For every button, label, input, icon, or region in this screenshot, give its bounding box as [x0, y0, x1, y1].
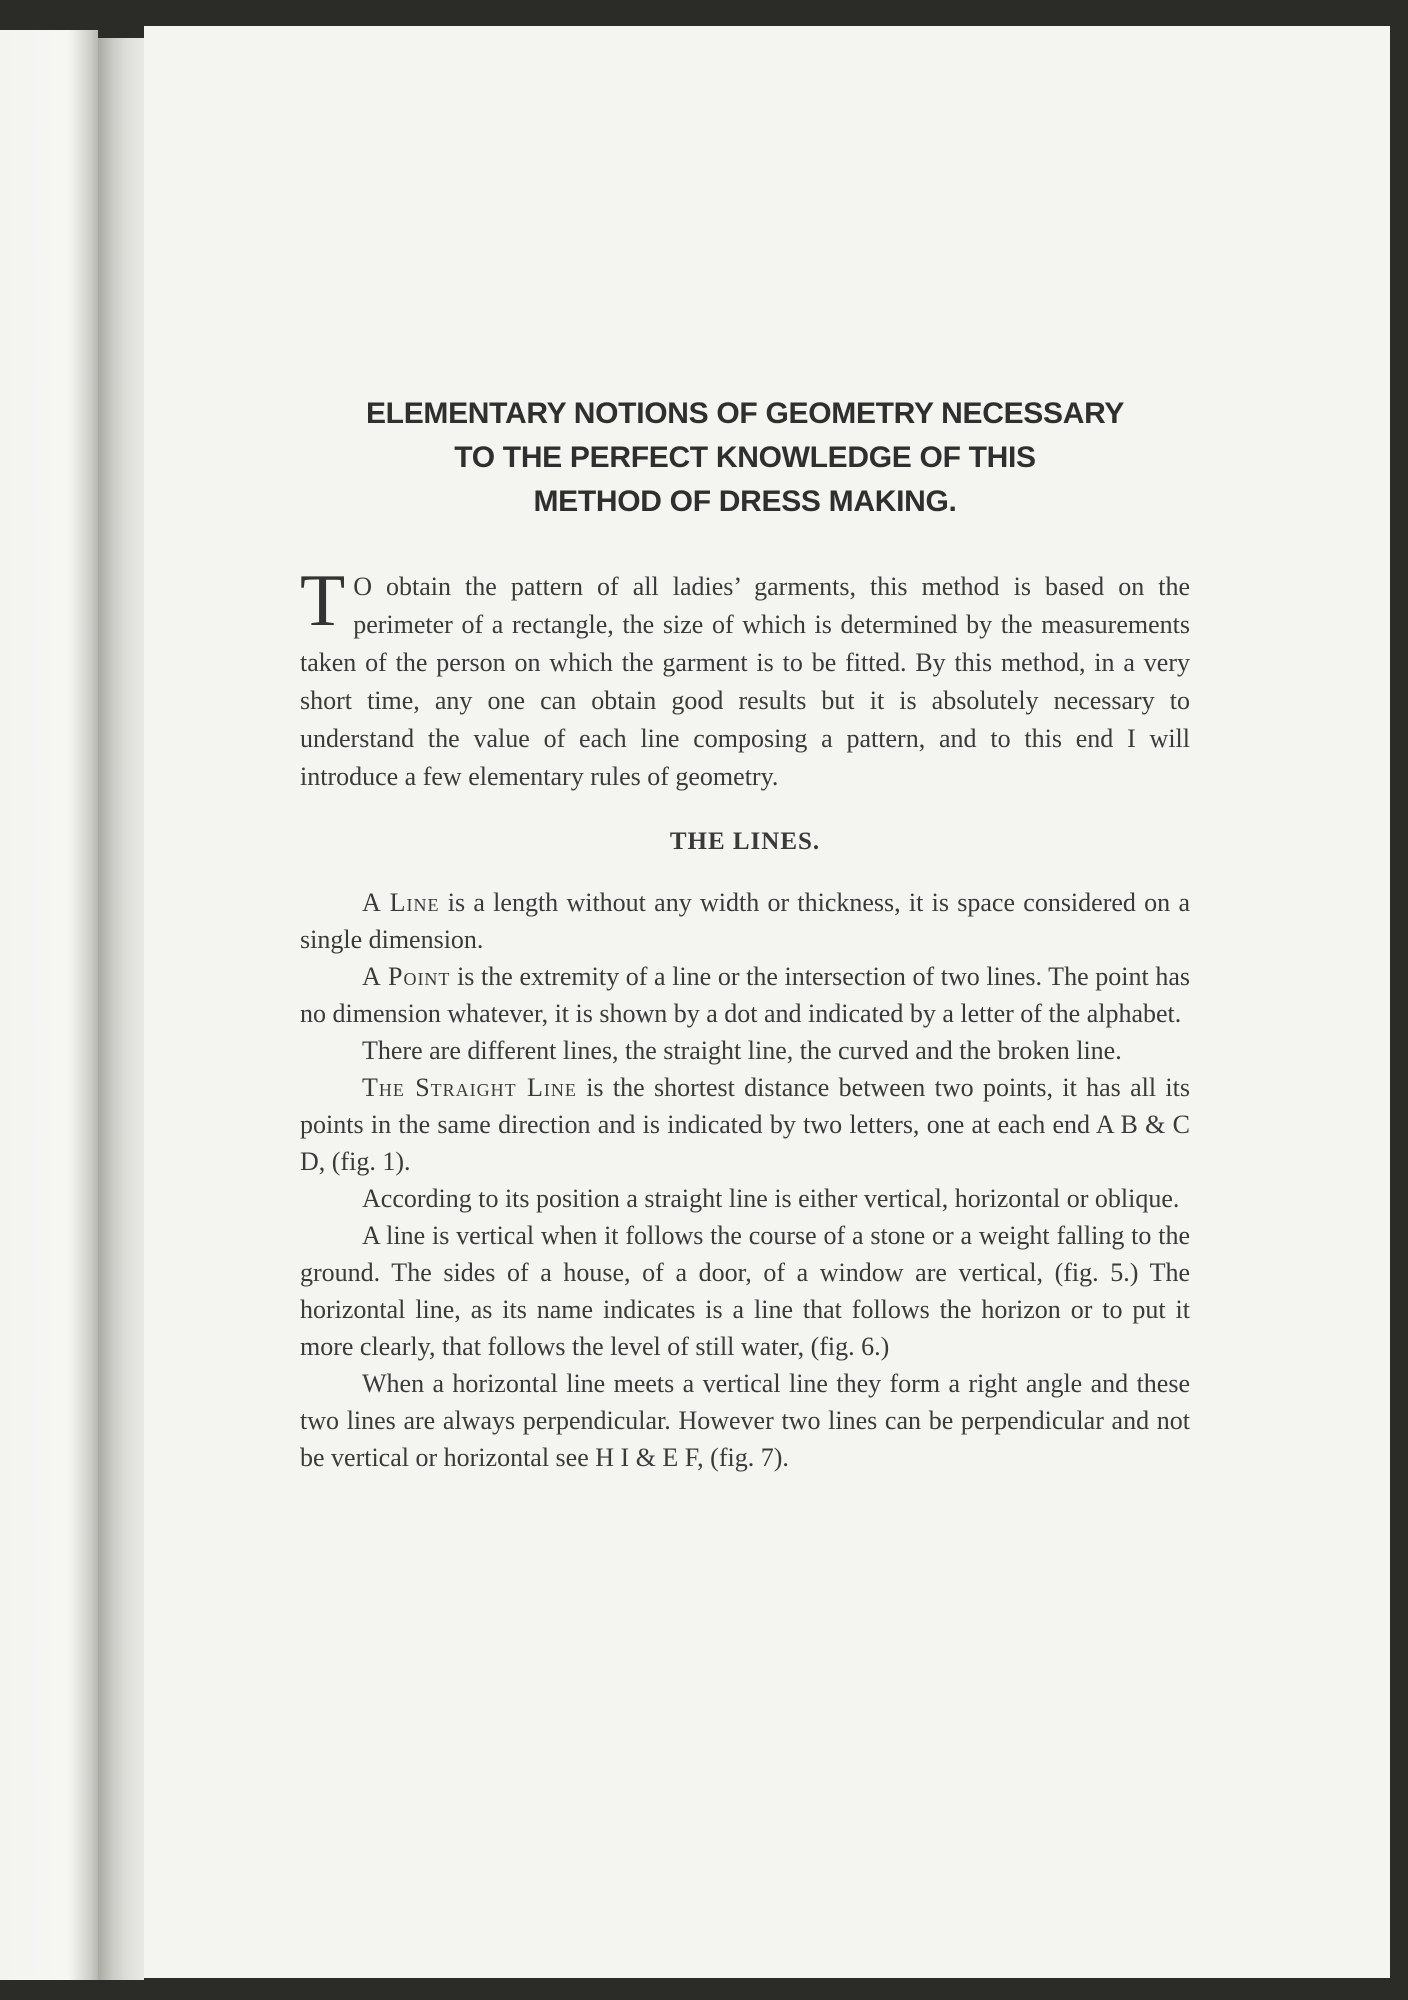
paragraph-text: There are different lines, the straight line, the curved and the broken line.	[362, 1036, 1122, 1065]
paragraph-text: is the shortest distance between two points, it has all its points in the same direction and is indicated by two letters, one at each end A B & C D, (fig. 1).	[300, 1073, 1190, 1176]
paragraph-straight-line	[300, 1069, 1190, 1180]
intro-text: O obtain the pattern of all ladies’ garments, this method is based on the perimeter of a rectangle, the size of which is determined by the measurements taken of the person on which the garment is to be fitted. By this method, in a very short time, any one can obtain good results but it is absolutely necessary to understand the value of each line composing a pattern, and to this end I will introduce a few elementary rules of geometry.	[300, 572, 1190, 791]
heading-line-2: TO THE PERFECT KNOWLEDGE OF THIS	[454, 441, 1036, 474]
chapter-heading	[300, 392, 1190, 524]
paragraph-perpendicular	[300, 1365, 1190, 1476]
paragraph-line-definition	[300, 884, 1190, 958]
paragraph-positions	[300, 1180, 1190, 1217]
paragraph-line-types	[300, 1032, 1190, 1069]
section-title: THE LINES.	[669, 828, 821, 855]
heading-line-3: METHOD OF DRESS MAKING.	[533, 485, 957, 518]
book-gutter	[98, 38, 144, 1980]
paragraph-text: is the extremity of a line or the intersection of two lines. The point has no dimension whatever, it is shown by a dot and indicated by a letter of the alphabet.	[300, 962, 1190, 1028]
drop-cap: T	[300, 560, 346, 642]
term: A Point	[362, 962, 451, 991]
page-text	[300, 392, 1190, 1476]
paragraph-text: According to its position a straight line is either vertical, horizontal or oblique.	[362, 1184, 1180, 1213]
paragraph-text: When a horizontal line meets a vertical line they form a right angle and these two lines are always perpendicular. However two lines can be perpendicular and not be vertical or horizontal see H I & E F, (fig. 7).	[300, 1369, 1190, 1472]
paragraph-vertical-horizontal	[300, 1217, 1190, 1365]
paragraph-text: is a length without any width or thickness, it is space considered on a single dimension.	[300, 888, 1190, 954]
intro-paragraph	[300, 560, 1190, 796]
term: The Straight Line	[362, 1073, 577, 1102]
heading-line-1: ELEMENTARY NOTIONS OF GEOMETRY NECESSARY	[365, 397, 1125, 430]
paragraph-text: A line is vertical when it follows the course of a stone or a weight falling to the ground. The sides of a house, of a door, of a window are vertical, (fig. 5.) The horizontal line, as its name indicates is a line that follows the horizon or to put it more clearly, that follows the level of still water, (fig. 6.)	[300, 1221, 1190, 1361]
paragraph-point-definition	[300, 958, 1190, 1032]
left-page-edge	[0, 30, 98, 1980]
term: A Line	[362, 888, 440, 917]
